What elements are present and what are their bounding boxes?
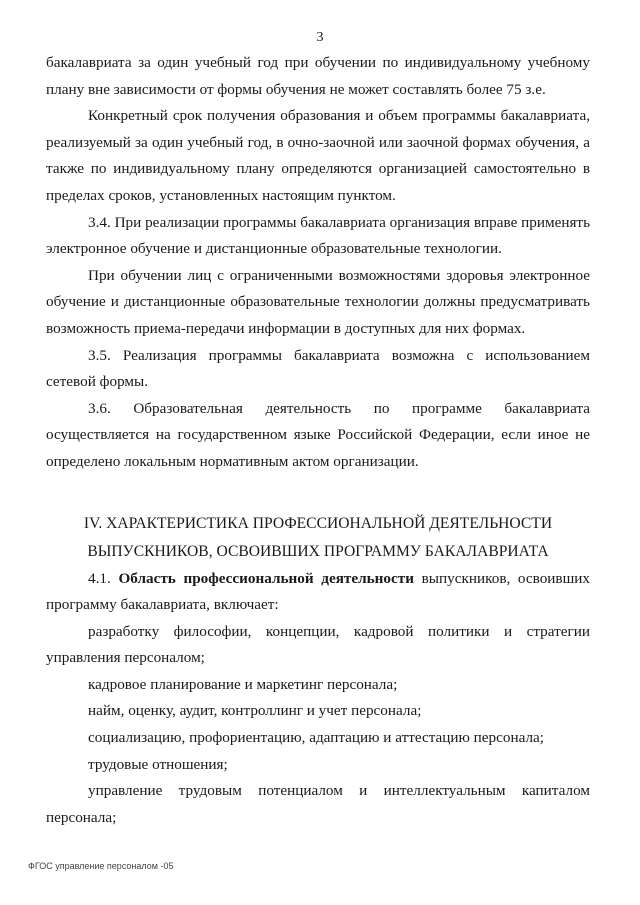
list-item: трудовые отношения; <box>88 755 228 773</box>
document-body <box>46 50 590 831</box>
clause-number: 4.1. <box>88 569 111 587</box>
list-item: разработку философии, концепции, кадровой политики и стратегии управления персоналом; <box>46 622 590 667</box>
paragraph-3-6: 3.6. Образовательная деятельность по программе бакалавриата осуществляется на государственном языке Российской Федерации, если иное не определено локальным нормативным актом организации. <box>46 399 590 470</box>
section-heading <box>46 510 590 566</box>
paragraph-disabilities: При обучении лиц с ограниченными возможностями здоровья электронное обучение и дистанционные образовательные технологии должны предусматривать возможность приема-передачи информации в доступных для них формах. <box>46 266 590 337</box>
list-item: управление трудовым потенциалом и интеллектуальным капиталом персонала; <box>46 782 590 826</box>
paragraph-continuation: бакалавриата за один учебный год при обучении по индивидуальному учебному плану вне зависимости от формы обучения не может составлять более 75 з.е. <box>46 54 590 98</box>
page-number: 3 <box>316 30 324 45</box>
paragraph-3-4: 3.4. При реализации программы бакалавриата организация вправе применять электронное обучение и дистанционные образовательные технологии. <box>46 213 590 258</box>
page-footer: ФГОС управление персоналом -05 <box>28 861 174 871</box>
clause-rest: выпускников, освоивших программу бакалавриата, включает: <box>46 569 591 614</box>
list-item: кадровое планирование и маркетинг персонала; <box>88 675 398 693</box>
paragraph-3-5: 3.5. Реализация программы бакалавриата возможна с использованием сетевой формы. <box>46 346 590 391</box>
activity-list <box>46 619 590 832</box>
clause-4-1 <box>46 566 590 619</box>
clause-term: Область профессиональной деятельности <box>118 569 414 587</box>
paragraph-term-volume: Конкретный срок получения образования и объем программы бакалавриата, реализуемый за один учебный год, в очно-заочной или заочной формах обучения, а также по индивидуальному плану определяются организацией самостоятельно в пределах сроков, установленных настоящим пунктом. <box>46 107 590 204</box>
section-heading-line-2: ВЫПУСКНИКОВ, ОСВОИВШИХ ПРОГРАММУ БАКАЛАВРИАТА <box>87 542 549 560</box>
section-heading-line-1: IV. ХАРАКТЕРИСТИКА ПРОФЕССИОНАЛЬНОЙ ДЕЯТЕЛЬНОСТИ <box>83 514 553 532</box>
list-item: найм, оценку, аудит, контроллинг и учет персонала; <box>88 702 422 720</box>
list-item: социализацию, профориентацию, адаптацию и аттестацию персонала; <box>88 729 545 747</box>
